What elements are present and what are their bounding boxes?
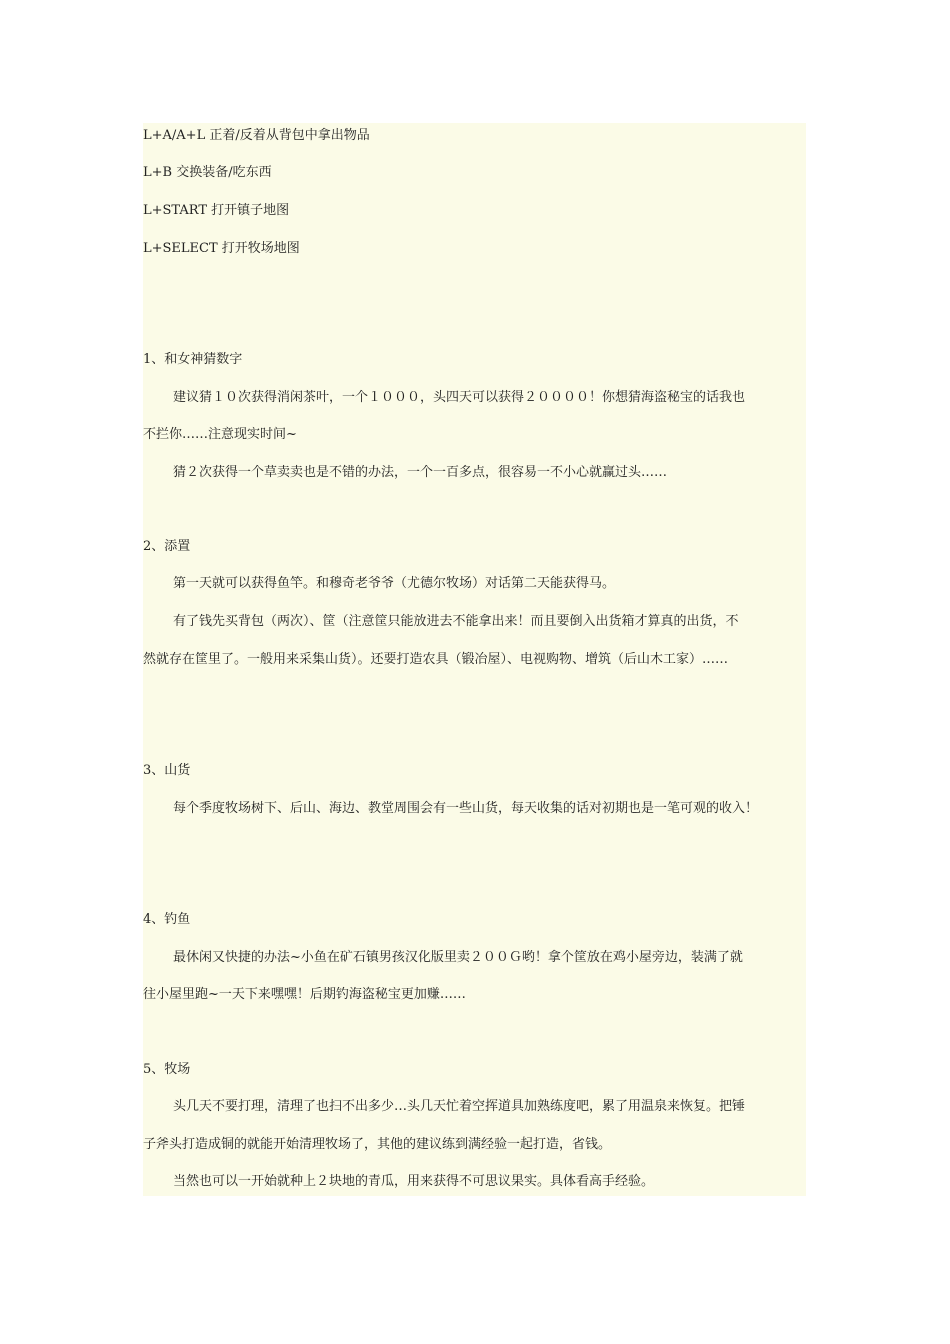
- paragraph-line: 第一天就可以获得鱼竿。和穆奇老爷爷（尤德尔牧场）对话第二天能获得马。: [173, 576, 616, 591]
- paragraph-line: 建议猜１０次获得消闲茶叶，一个１０００，头四天可以获得２００００！你想猜海盗秘宝的话我也: [173, 390, 746, 405]
- paragraph-line: 当然也可以一开始就种上２块地的青瓜，用来获得不可思议果实。具体看高手经验。: [173, 1174, 655, 1189]
- section-heading: 4、钓鱼: [143, 912, 191, 927]
- control-line: L+A/A+L 正着/反着从背包中拿出物品: [143, 128, 370, 143]
- paragraph-line: 然就存在筐里了。一般用来采集山货）。还要打造农具（锻冶屋）、电视购物、增筑（后山木工家）……: [143, 652, 729, 667]
- paragraph-line: 最休闲又快捷的办法~小鱼在矿石镇男孩汉化版里卖２００Ｇ哟！拿个筐放在鸡小屋旁边，装满了就: [173, 950, 743, 965]
- paragraph-line: 子斧头打造成铜的就能开始清理牧场了，其他的建议练到满经验一起打造，省钱。: [143, 1137, 612, 1152]
- section-heading: 5、牧场: [143, 1062, 191, 1077]
- section-heading: 3、山货: [143, 763, 191, 778]
- paragraph-line: 猜２次获得一个草卖卖也是不错的办法，一个一百多点，很容易一不小心就赢过头……: [173, 465, 668, 480]
- paragraph-line: 不拦你……注意现实时间~: [143, 427, 297, 442]
- paragraph-line: 往小屋里跑~一天下来嘿嘿！后期钓海盗秘宝更加赚……: [143, 987, 466, 1002]
- control-line: L+START 打开镇子地图: [143, 203, 290, 218]
- control-line: L+SELECT 打开牧场地图: [143, 241, 300, 256]
- paragraph-line: 头几天不要打理，清理了也扫不出多少…头几天忙着空挥道具加熟练度吧，累了用温泉来恢复。把锤: [173, 1099, 746, 1114]
- control-line: L+B 交换装备/吃东西: [143, 165, 272, 180]
- section-heading: 2、添置: [143, 539, 191, 554]
- paragraph-line: 每个季度牧场树下、后山、海边、教堂周围会有一些山货，每天收集的话对初期也是一笔可观的收入！: [173, 801, 759, 816]
- section-heading: 1、和女神猜数字: [143, 352, 243, 367]
- paragraph-line: 有了钱先买背包（两次）、筐（注意筐只能放进去不能拿出来！而且要倒入出货箱才算真的出货，不: [173, 614, 739, 629]
- guide-content: [143, 123, 806, 1196]
